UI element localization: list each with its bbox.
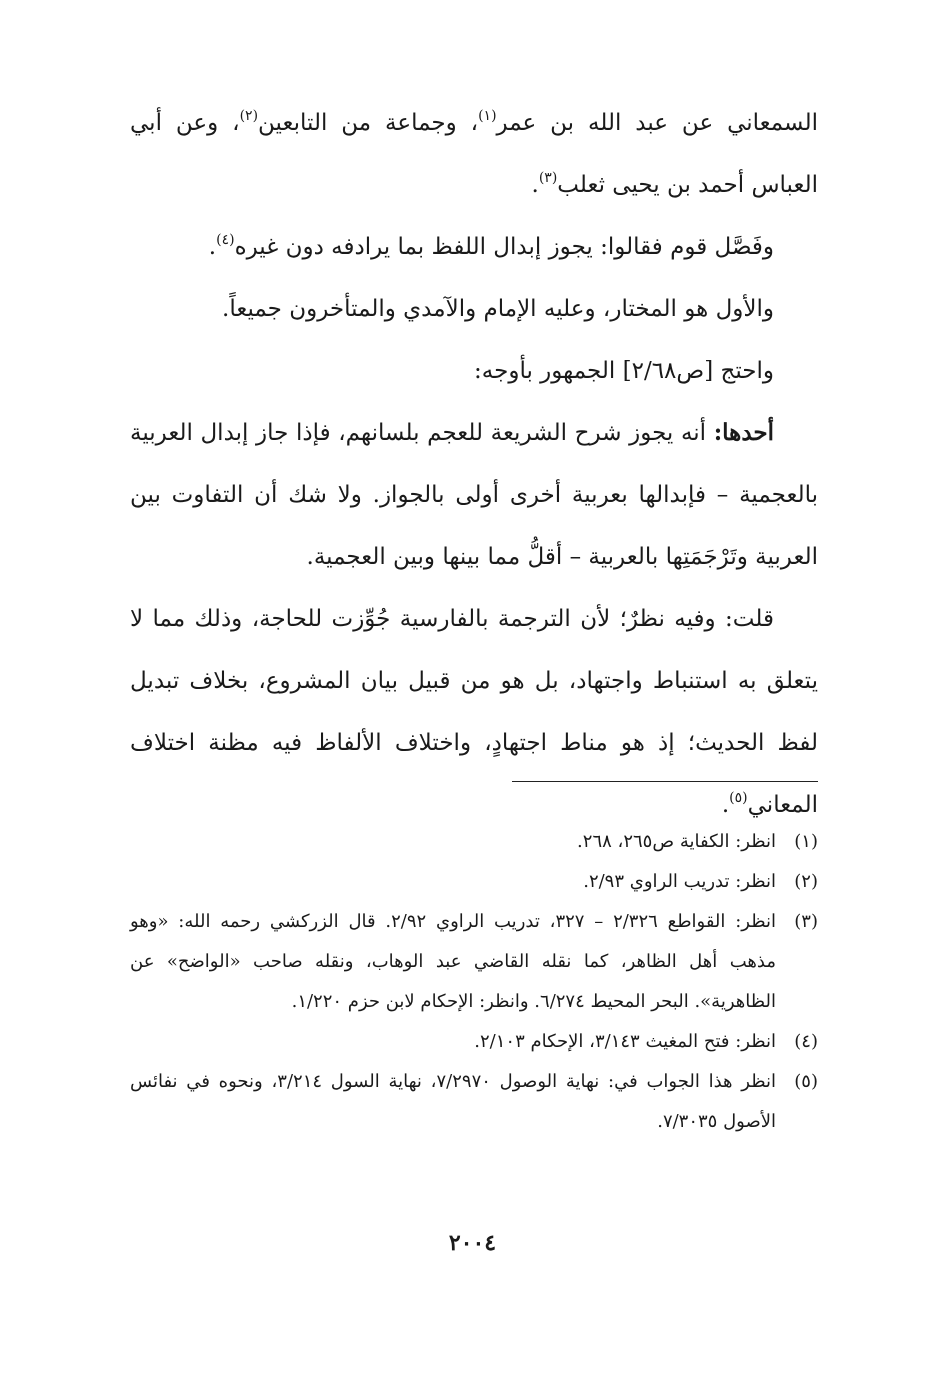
footnote-ref-1[interactable]: (١) — [478, 108, 497, 124]
footnote-text: انظر: الكفاية ص٢٦٥، ٢٦٨. — [577, 831, 776, 852]
footnote-ref-3[interactable]: (٣) — [538, 170, 558, 186]
footnote-number: (٢) — [794, 871, 818, 892]
footnotes — [130, 822, 818, 1142]
paragraph-1 — [130, 92, 818, 216]
footnote-ref-5[interactable]: (٥) — [729, 790, 748, 806]
footnote — [130, 902, 818, 1022]
footnote-divider — [512, 781, 818, 782]
paragraph-text: قلت: وفيه نظرٌ؛ لأن الترجمة بالفارسية جُوِّزت للحاجة، وذلك مما لا يتعلق به استنباط واجتهاد، بل هو من قبيل بيان المشروع، بخلاف تبديل لفظ الحديث؛ إذ هو مناط اجتهادٍ، واختلاف الألفاظ فيه مظنة اختلاف المعاني — [130, 606, 818, 818]
paragraph-3: والأول هو المختار، وعليه الإمام والآمدي والمتأخرون جميعاً. — [222, 296, 774, 322]
footnote — [130, 1022, 818, 1062]
paragraph-text: ، وجماعة من التابعين — [258, 110, 479, 136]
paragraph-text: السمعاني عن عبد الله بن عمر — [496, 110, 818, 136]
footnote-number: (٥) — [794, 1071, 818, 1092]
paragraph-text: ، وعن أبي العباس أحمد بن يحيى ثعلب — [130, 110, 818, 198]
footnote-ref-4[interactable]: (٤) — [216, 232, 235, 248]
paragraph-2 — [130, 216, 818, 278]
paragraph-text: وفَصَّل قوم فقالوا: يجوز إبدال اللفظ بما يرادفه دون غيره — [234, 234, 774, 260]
footnote-number: (١) — [794, 831, 818, 852]
footnote-number: (٣) — [794, 911, 818, 932]
footnote-text: انظر: فتح المغيث ٣/١٤٣، الإحكام ٢/١٠٣. — [474, 1031, 776, 1052]
paragraph-text: . — [208, 234, 217, 260]
footnote — [130, 862, 818, 902]
footnote-text: انظر: القواطع ٢/٣٢٦ – ٣٢٧، تدريب الراوي ٢/٩٢. قال الزركشي رحمه الله: «وهو مذهب أهل الظاهر، كما نقله القاضي عبد الوهاب، ونقله صاحب «الواضح» عن الظاهرية». البحر المحيط ٦/٢٧٤. وانظر: الإحكام لابن حزم ١/٢٢٠. — [130, 911, 776, 1012]
paragraph-text: . — [721, 792, 730, 818]
paragraph-4: واحتج [ص٢/٦٨] الجمهور بأوجه: — [474, 358, 774, 384]
lead-word: أحدها: — [713, 419, 774, 446]
footnote-ref-2[interactable]: (٢) — [239, 108, 259, 124]
footnote-text: انظر هذا الجواب في: نهاية الوصول ٧/٢٩٧٠، نهاية السول ٣/٢١٤، ونحوه في نفائس الأصول ٧/٣٠٣٥. — [130, 1071, 776, 1132]
paragraph-text: . — [531, 172, 539, 198]
paragraph-text: أنه يجوز شرح الشريعة للعجم بلسانهم، فإذا جاز إبدال العربية بالعجمية – فإبدالها بعربية أخرى أولى بالجواز. ولا شك أن التفاوت بين العربية وتَرْجَمَتِها بالعربية – أقلُّ مما بينها وبين العجمية. — [130, 420, 818, 570]
paragraph-5 — [130, 402, 818, 588]
footnote-text: انظر: تدريب الراوي ٢/٩٣. — [583, 871, 776, 892]
footnote — [130, 822, 818, 862]
footnote — [130, 1062, 818, 1142]
page-number: ٢٠٠٤ — [448, 1230, 497, 1256]
footnote-number: (٤) — [794, 1031, 818, 1052]
paragraph-6 — [130, 588, 818, 836]
main-text — [130, 92, 818, 836]
